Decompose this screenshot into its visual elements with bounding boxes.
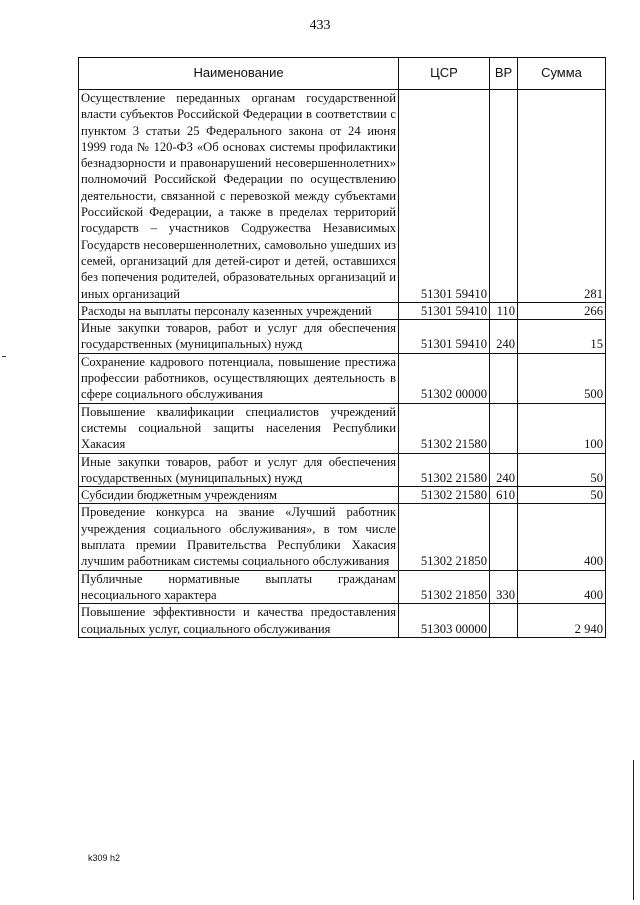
row-vr: 110 — [490, 302, 518, 319]
margin-mark — [2, 356, 6, 357]
header-sum: Сумма — [518, 58, 606, 90]
row-csr: 51302 21580 — [399, 487, 490, 504]
row-vr — [490, 504, 518, 570]
table-row — [79, 504, 606, 570]
footer-code: k309 h2 — [88, 853, 121, 863]
table-row — [79, 302, 606, 319]
row-sum: 281 — [518, 90, 606, 303]
row-sum: 400 — [518, 504, 606, 570]
row-name: Субсидии бюджетным учреждениям — [79, 487, 399, 504]
scan-edge-line — [633, 760, 634, 900]
header-csr: ЦСР — [399, 58, 490, 90]
table-row — [79, 487, 606, 504]
row-name: Осуществление переданных органам государственной власти субъектов Российской Федерации в соответствии с пунктом 3 статьи 25 Федерального закона от 24 июня 1999 года № 120-ФЗ «Об основах системы профилактики безнадзорности и правонарушений несовершеннолетних» полномочий Российской Федерации по осуществлению деятельности, связанной с перевозкой между субъектами Российской Федерации, а также в пределах территорий государств – участников Содружества Независимых Государств несовершеннолетних, самовольно ушедших из семей, организаций для детей-сирот и детей, оставшихся без попечения родителей, образовательных организаций и иных организаций — [79, 90, 399, 303]
row-sum: 2 940 — [518, 604, 606, 638]
table-row — [79, 570, 606, 604]
table-row — [79, 403, 606, 453]
header-name: Наименование — [79, 58, 399, 90]
budget-table — [78, 57, 606, 638]
row-sum: 15 — [518, 320, 606, 354]
row-csr: 51302 21850 — [399, 570, 490, 604]
row-name: Сохранение кадрового потенциала, повышение престижа профессии работников, осуществляющих деятельность в сфере социального обслуживания — [79, 353, 399, 403]
row-vr: 240 — [490, 453, 518, 487]
row-sum: 266 — [518, 302, 606, 319]
row-vr — [490, 90, 518, 303]
row-vr — [490, 353, 518, 403]
row-csr: 51302 21580 — [399, 453, 490, 487]
row-sum: 500 — [518, 353, 606, 403]
row-csr: 51301 59410 — [399, 90, 490, 303]
page-number: 433 — [309, 18, 331, 33]
table-row — [79, 320, 606, 354]
row-vr — [490, 403, 518, 453]
table-row — [79, 453, 606, 487]
table-row — [79, 604, 606, 638]
row-vr: 610 — [490, 487, 518, 504]
table-row — [79, 353, 606, 403]
row-sum: 400 — [518, 570, 606, 604]
row-csr: 51302 00000 — [399, 353, 490, 403]
table-row — [79, 90, 606, 303]
header-vr: ВР — [490, 58, 518, 90]
row-name: Публичные нормативные выплаты гражданам несоциального характера — [79, 570, 399, 604]
row-vr: 240 — [490, 320, 518, 354]
row-name: Расходы на выплаты персоналу казенных учреждений — [79, 302, 399, 319]
table-header-row — [79, 58, 606, 90]
row-csr: 51302 21580 — [399, 403, 490, 453]
row-name: Повышение квалификации специалистов учреждений системы социальной защиты населения Республики Хакасия — [79, 403, 399, 453]
row-name: Повышение эффективности и качества предоставления социальных услуг, социального обслуживания — [79, 604, 399, 638]
row-sum: 50 — [518, 453, 606, 487]
row-name: Проведение конкурса на звание «Лучший работник учреждения социального обслуживания», в том числе выплата премии Правительства Республики Хакасия лучшим работникам системы социального обслуживания — [79, 504, 399, 570]
row-sum: 50 — [518, 487, 606, 504]
row-name: Иные закупки товаров, работ и услуг для обеспечения государственных (муниципальных) нужд — [79, 320, 399, 354]
row-csr: 51303 00000 — [399, 604, 490, 638]
row-vr — [490, 604, 518, 638]
row-csr: 51301 59410 — [399, 302, 490, 319]
row-csr: 51302 21850 — [399, 504, 490, 570]
row-vr: 330 — [490, 570, 518, 604]
row-sum: 100 — [518, 403, 606, 453]
row-csr: 51301 59410 — [399, 320, 490, 354]
row-name: Иные закупки товаров, работ и услуг для обеспечения государственных (муниципальных) нужд — [79, 453, 399, 487]
